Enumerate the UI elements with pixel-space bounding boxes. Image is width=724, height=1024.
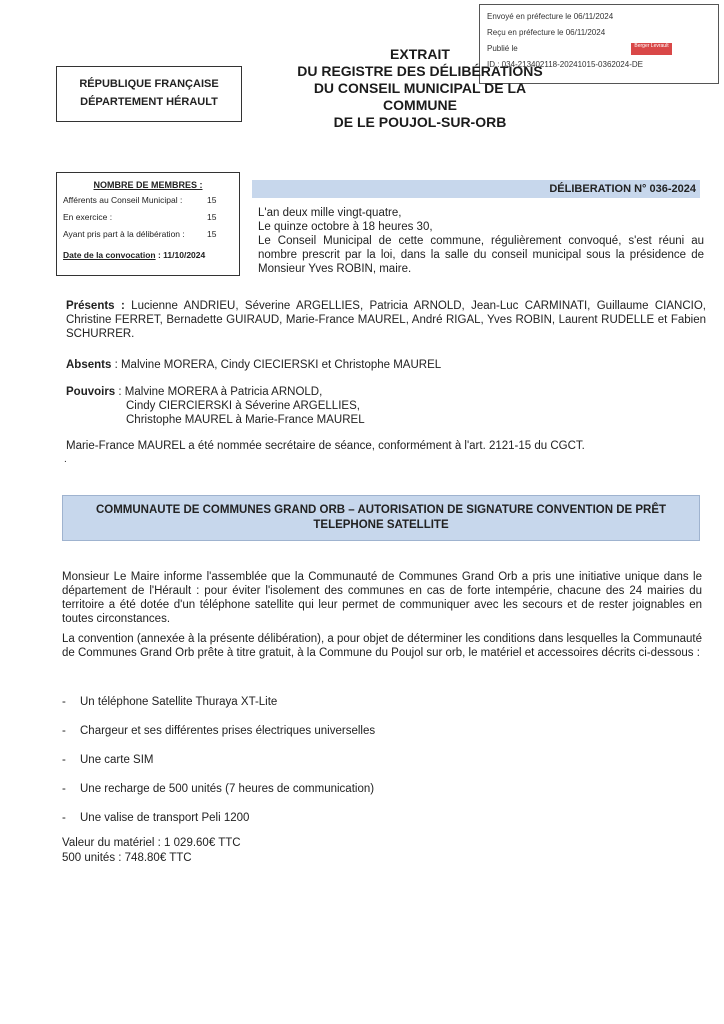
list-item-text: Une carte SIM — [80, 754, 154, 766]
members-title: NOMBRE DE MEMBRES : — [93, 180, 203, 190]
absents-paragraph — [66, 358, 706, 372]
convocation-row — [63, 247, 233, 264]
members-row-part — [63, 226, 233, 243]
header-line5: DE LE POUJOL-SUR-ORB — [333, 114, 507, 130]
bullet-marker: - — [62, 725, 66, 737]
afferents-value: 15 — [207, 195, 217, 205]
part-value: 15 — [207, 229, 217, 239]
stamp-publie: Publié le — [487, 44, 518, 53]
pouvoirs-line3: Christophe MAUREL à Marie-France MAUREL — [126, 414, 365, 426]
pouvoirs-line2: Cindy CIERCIERSKI à Séverine ARGELLIES, — [126, 400, 360, 412]
pouvoirs-label: Pouvoirs — [66, 386, 116, 398]
list-item — [62, 754, 702, 783]
subject-line2: TELEPHONE SATELLITE — [313, 519, 449, 531]
bullet-marker: - — [62, 696, 66, 708]
subject-title — [62, 495, 700, 541]
stamp-envoye: Envoyé en préfecture le 06/11/2024 — [487, 12, 614, 21]
valeur-unites: 500 unités : 748.80€ TTC — [62, 852, 192, 864]
header-line3: DU CONSEIL MUNICIPAL DE LA — [313, 80, 527, 96]
list-item-text: Une recharge de 500 unités (7 heures de communication) — [80, 783, 375, 795]
convocation-value: : 11/10/2024 — [157, 250, 206, 260]
valeur-block — [62, 836, 462, 866]
list-item-text: Chargeur et ses différentes prises électriques universelles — [80, 725, 376, 737]
members-row-afferents — [63, 192, 233, 209]
intro-text — [258, 206, 704, 276]
intro-line2: Le quinze octobre à 18 heures 30, — [258, 221, 433, 233]
bullet-marker: - — [62, 783, 66, 795]
body-paragraph-2: La convention (annexée à la présente délibération), a pour objet de déterminer les conditions dans lesquelles la Communauté de Communes Grand Orb prête à titre gratuit, à la Commune du Poujol sur orb, le matériel et accessoires décrits ci-dessous : — [62, 633, 702, 659]
bullet-marker: - — [62, 812, 66, 824]
header-line1: EXTRAIT — [390, 46, 450, 62]
subject-line1: COMMUNAUTE DE COMMUNES GRAND ORB – AUTORISATION DE SIGNATURE CONVENTION DE PRÊT — [95, 504, 667, 516]
berger-levrault-logo: Berger Levrault — [631, 43, 672, 55]
list-item — [62, 783, 702, 812]
list-item — [62, 725, 702, 754]
document-header — [290, 46, 550, 131]
deliberation-number: DÉLIBERATION N° 036-2024 — [252, 180, 700, 198]
secretaire-paragraph: Marie-France MAUREL a été nommée secrétaire de séance, conformément à l'art. 2121-15 du CGCT. — [66, 440, 585, 452]
equipment-list — [62, 696, 702, 841]
body-paragraph-1: Monsieur Le Maire informe l'assemblée que la Communauté de Communes Grand Orb a pris une initiative unique dans le département de l'Hérault : pour éviter l'isolement des communes en cas de forte intempérie, chacune des 24 mairies du territoire a été dotée d'un téléphone satellite qui leur permet de communiquer avec les secours et de rester joignables en toutes circonstances. — [62, 571, 702, 625]
stamp-recu: Reçu en préfecture le 06/11/2024 — [487, 28, 606, 37]
afferents-label: Afférents au Conseil Municipal : — [63, 195, 183, 205]
convocation-label: Date de la convocation — [63, 250, 156, 260]
departement-line: DÉPARTEMENT HÉRAULT — [80, 96, 218, 108]
header-line4: COMMUNE — [383, 97, 457, 113]
list-item-text: Une valise de transport Peli 1200 — [80, 812, 250, 824]
absents-label: Absents — [66, 359, 112, 371]
presents-paragraph — [66, 299, 706, 341]
presents-label: Présents : — [66, 300, 125, 312]
stray-mark: . — [64, 454, 67, 465]
pouvoirs-line1: : Malvine MORERA à Patricia ARNOLD, — [118, 386, 323, 398]
pouvoirs-paragraph — [66, 385, 706, 427]
stamp-id: ID : 034-213402118-20241015-0362024-DE — [487, 60, 643, 69]
republique-line: RÉPUBLIQUE FRANÇAISE — [79, 78, 219, 90]
presents-text: Lucienne ANDRIEU, Séverine ARGELLIES, Patricia ARNOLD, Jean-Luc CARMINATI, Guillaume CIANCIO, Christine FERRET, Bernadette GUIRAUD, Marie-France MAUREL, André RIGAL, Yves ROBIN, Laurent RUDELLE et Fabien SCHURRER. — [66, 300, 706, 340]
list-item — [62, 696, 702, 725]
list-item-text: Un téléphone Satellite Thuraya XT-Lite — [80, 696, 278, 708]
intro-line3: Le Conseil Municipal de cette commune, régulièrement convoqué, s'est réuni au nombre prescrit par la loi, dans la salle du conseil municipal sous la présidence de Monsieur Yves ROBIN, maire. — [258, 235, 704, 275]
part-label: Ayant pris part à la délibération : — [63, 229, 185, 239]
bullet-marker: - — [62, 754, 66, 766]
header-line2: DU REGISTRE DES DÉLIBÉRATIONS — [297, 63, 543, 79]
absents-text: : Malvine MORERA, Cindy CIECIERSKI et Christophe MAUREL — [114, 359, 442, 371]
valeur-materiel: Valeur du matériel : 1 029.60€ TTC — [62, 837, 241, 849]
republique-box — [56, 66, 242, 122]
members-box — [56, 172, 240, 276]
exercice-value: 15 — [207, 212, 217, 222]
intro-line1: L'an deux mille vingt-quatre, — [258, 207, 402, 219]
members-row-exercice — [63, 209, 233, 226]
exercice-label: En exercice : — [63, 212, 113, 222]
